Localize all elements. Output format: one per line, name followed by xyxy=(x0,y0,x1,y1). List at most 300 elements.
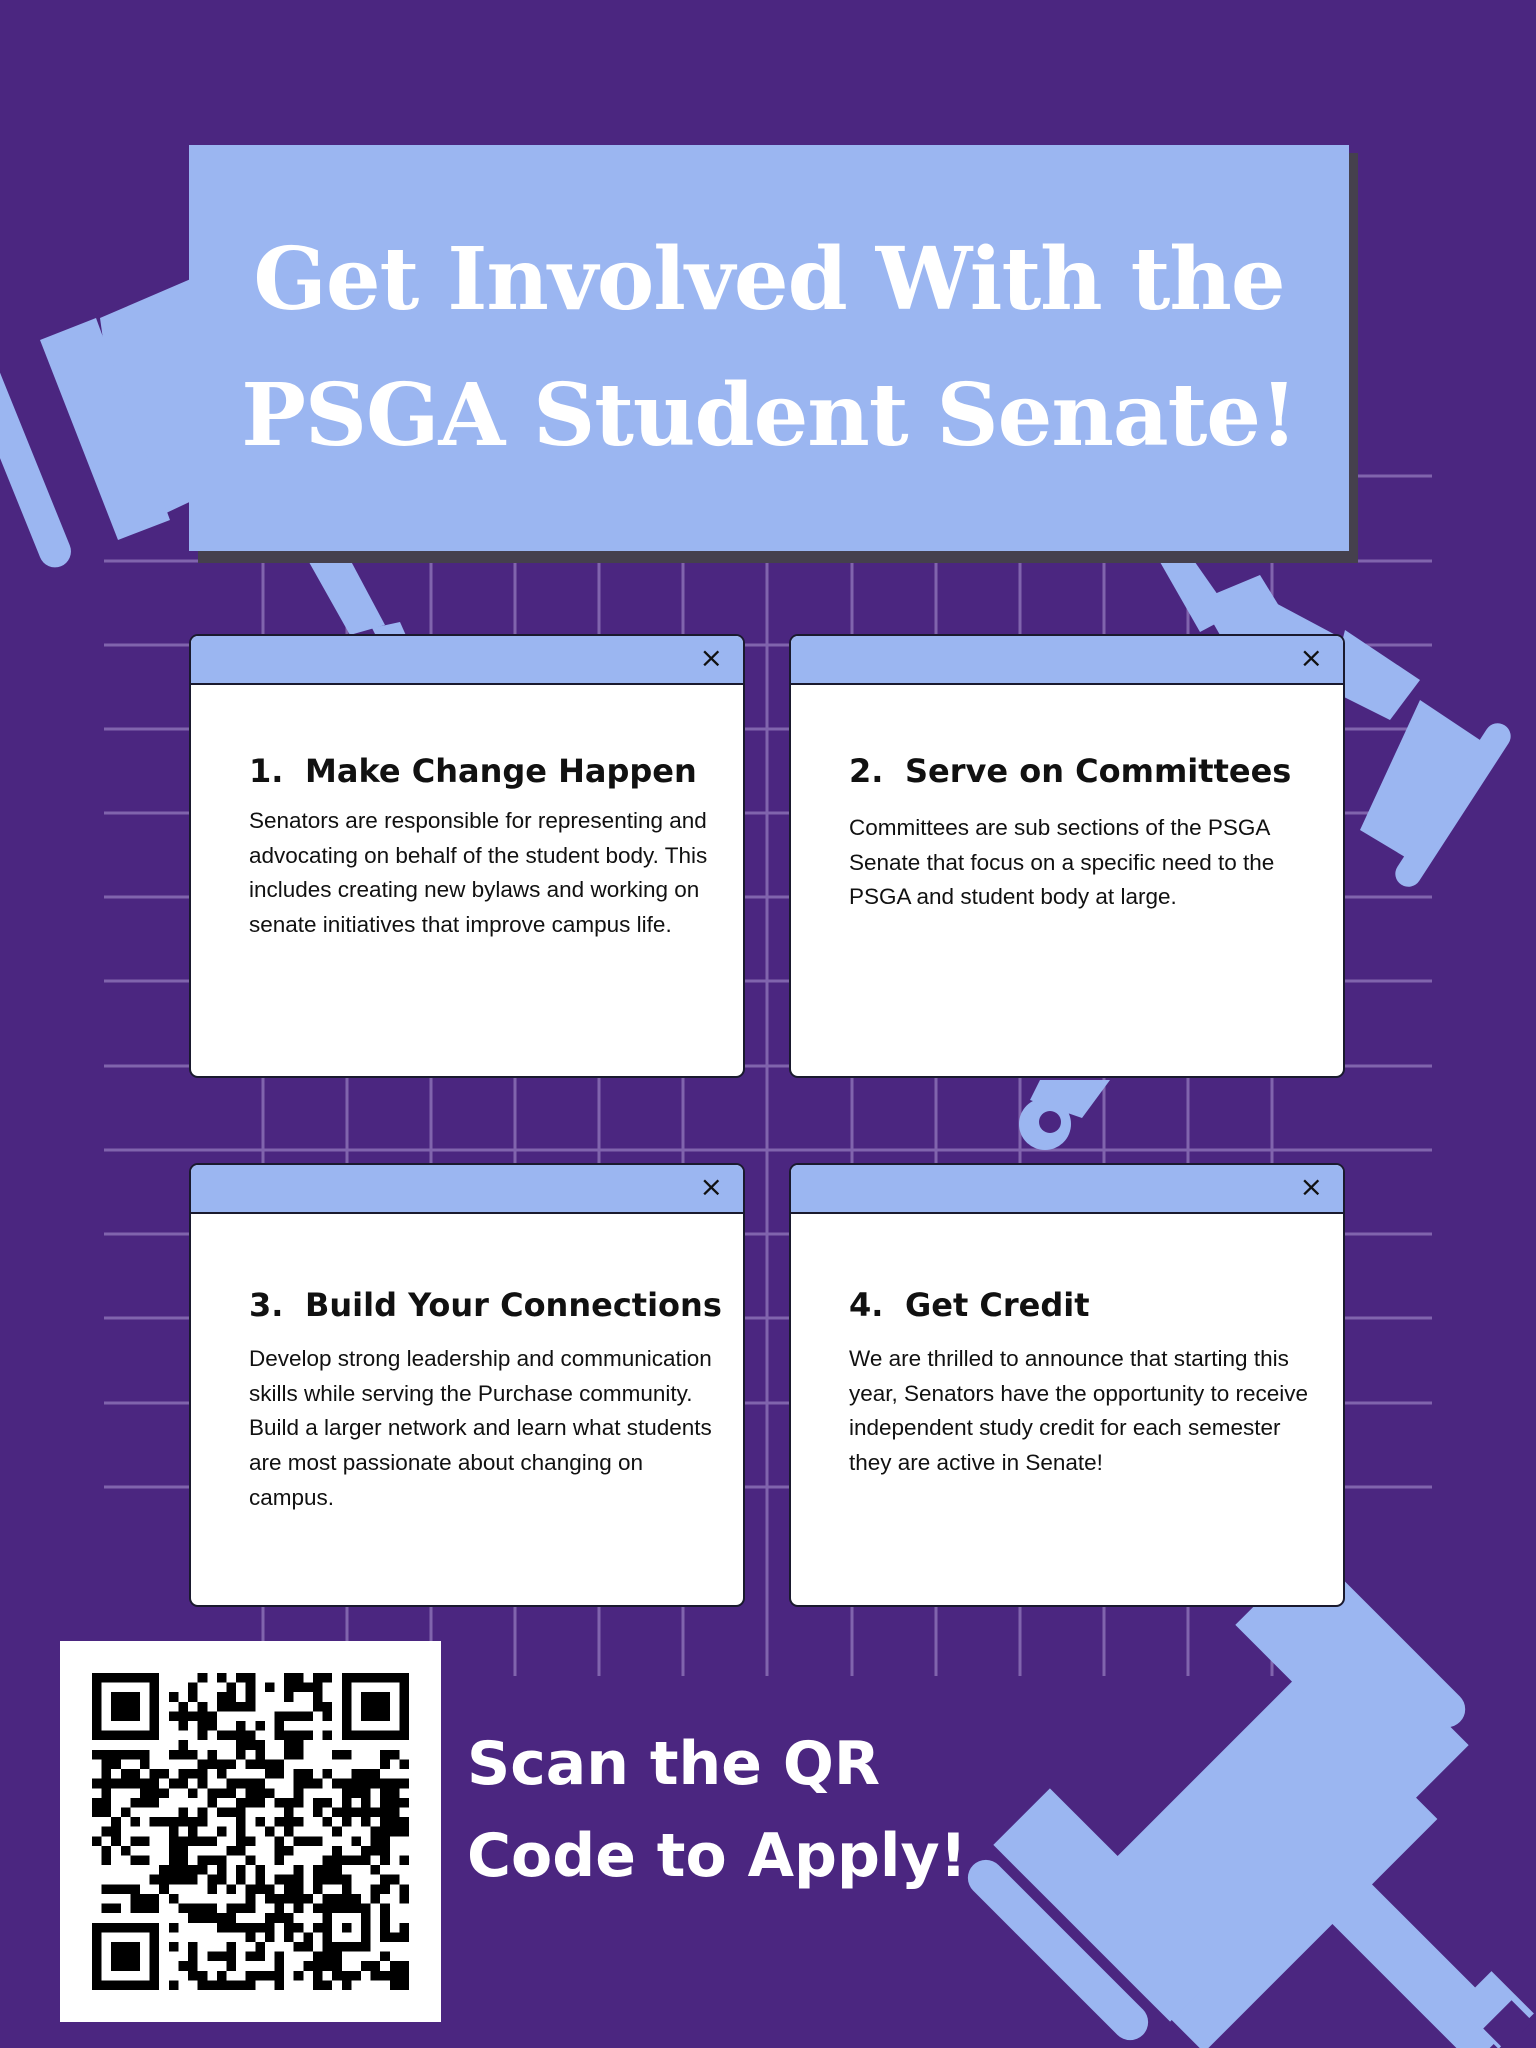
qr-module xyxy=(226,1923,236,1933)
qr-module xyxy=(217,1807,227,1817)
qr-module xyxy=(380,1731,390,1741)
qr-module xyxy=(130,1980,140,1990)
qr-module xyxy=(111,1942,121,1952)
qr-module xyxy=(332,1952,342,1962)
qr-module xyxy=(217,1875,227,1885)
qr-module xyxy=(294,1836,304,1846)
card-body: Develop strong leadership and communication skills while serving the Purchase community. Build a larger network and learn what students are most passionate about changing on campus. xyxy=(249,1346,712,1510)
card-number: 1. xyxy=(249,752,284,790)
qr-module xyxy=(130,1923,140,1933)
qr-module xyxy=(361,1769,371,1779)
qr-module xyxy=(130,1779,140,1789)
qr-module xyxy=(92,1673,102,1683)
qr-module xyxy=(169,1711,179,1721)
qr-module xyxy=(217,1971,227,1981)
qr-module xyxy=(342,1856,352,1866)
qr-module xyxy=(303,1836,313,1846)
qr-module xyxy=(332,1971,342,1981)
qr-module xyxy=(92,1711,102,1721)
qr-module xyxy=(188,1711,198,1721)
qr-module xyxy=(255,1875,265,1885)
qr-module xyxy=(169,1942,179,1952)
qr-module xyxy=(371,1769,381,1779)
qr-module xyxy=(159,1817,169,1827)
qr-module xyxy=(178,1702,188,1712)
card-body: Senators are responsible for representing and advocating on behalf of the student body. This includes creating new bylaws and working on senate initiatives that improve campus life. xyxy=(249,808,708,938)
qr-module xyxy=(294,1779,304,1789)
qr-module xyxy=(188,1971,198,1981)
qr-module xyxy=(150,1798,160,1808)
qr-module xyxy=(207,1884,217,1894)
qr-module xyxy=(323,1904,333,1914)
qr-module xyxy=(313,1904,323,1914)
qr-module xyxy=(159,1884,169,1894)
qr-module xyxy=(207,1759,217,1769)
qr-module xyxy=(313,1807,323,1817)
qr-module xyxy=(140,1894,150,1904)
qr-module xyxy=(294,1673,304,1683)
qr-module xyxy=(130,1711,140,1721)
qr-module xyxy=(332,1942,342,1952)
qr-module xyxy=(178,1961,188,1971)
qr-module xyxy=(313,1836,323,1846)
qr-module xyxy=(150,1779,160,1789)
qr-module xyxy=(275,1894,285,1904)
qr-module xyxy=(207,1952,217,1962)
qr-module xyxy=(342,1798,352,1808)
qr-module xyxy=(275,1836,285,1846)
qr-module xyxy=(236,1923,246,1933)
qr-module xyxy=(246,1759,256,1769)
qr-module xyxy=(92,1779,102,1789)
qr-module xyxy=(130,1856,140,1866)
qr-module xyxy=(198,1721,208,1731)
qr-module xyxy=(150,1817,160,1827)
qr-module xyxy=(361,1692,371,1702)
card-title: Serve on Committees xyxy=(905,752,1292,790)
qr-module xyxy=(246,1952,256,1962)
qr-module xyxy=(294,1798,304,1808)
qr-module xyxy=(150,1952,160,1962)
close-icon[interactable]: × xyxy=(699,641,723,674)
qr-module xyxy=(255,1759,265,1769)
qr-module xyxy=(102,1923,112,1933)
close-icon[interactable]: × xyxy=(699,1170,723,1203)
qr-module xyxy=(390,1875,400,1885)
qr-module xyxy=(313,1952,323,1962)
qr-module xyxy=(236,1673,246,1683)
qr-module xyxy=(313,1692,323,1702)
qr-module xyxy=(130,1894,140,1904)
qr-module xyxy=(246,1702,256,1712)
qr-module xyxy=(255,1788,265,1798)
qr-module xyxy=(111,1779,121,1789)
qr-module xyxy=(313,1884,323,1894)
qr-module xyxy=(399,1817,409,1827)
qr-module xyxy=(236,1875,246,1885)
qr-module xyxy=(399,1692,409,1702)
qr-module xyxy=(380,1836,390,1846)
qr-module xyxy=(226,1884,236,1894)
qr-module xyxy=(246,1673,256,1683)
qr-module xyxy=(294,1788,304,1798)
qr-module xyxy=(217,1913,227,1923)
qr-module xyxy=(342,1884,352,1894)
qr-module xyxy=(284,1673,294,1683)
qr-module xyxy=(342,1779,352,1789)
qr-module xyxy=(361,1731,371,1741)
qr-module xyxy=(255,1750,265,1760)
qr-module xyxy=(169,1923,179,1933)
qr-module xyxy=(130,1942,140,1952)
qr-module xyxy=(313,1702,323,1712)
card-title: Build Your Connections xyxy=(305,1286,722,1324)
qr-module xyxy=(121,1769,131,1779)
qr-module xyxy=(371,1846,381,1856)
card-number: 2. xyxy=(849,752,884,790)
qr-module xyxy=(111,1702,121,1712)
qr-module xyxy=(178,1846,188,1856)
qr-module xyxy=(323,1865,333,1875)
qr-module xyxy=(399,1894,409,1904)
qr-module xyxy=(323,1894,333,1904)
qr-module xyxy=(207,1856,217,1866)
info-card xyxy=(189,634,745,1078)
qr-module xyxy=(284,1875,294,1885)
qr-module xyxy=(92,1923,102,1933)
qr-module xyxy=(351,1731,361,1741)
qr-module xyxy=(111,1673,121,1683)
qr-module xyxy=(371,1673,381,1683)
qr-module xyxy=(313,1875,323,1885)
qr-module xyxy=(342,1904,352,1914)
qr-module xyxy=(130,1952,140,1962)
qr-module xyxy=(380,1875,390,1885)
qr-module xyxy=(246,1932,256,1942)
qr-module xyxy=(121,1942,131,1952)
qr-module xyxy=(303,1683,313,1693)
qr-module xyxy=(332,1961,342,1971)
qr-module xyxy=(390,1673,400,1683)
qr-module xyxy=(198,1702,208,1712)
qr-module xyxy=(342,1875,352,1885)
qr-module xyxy=(380,1817,390,1827)
qr-module xyxy=(351,1769,361,1779)
qr-module xyxy=(92,1702,102,1712)
qr-module xyxy=(140,1980,150,1990)
qr-module xyxy=(140,1923,150,1933)
qr-module xyxy=(284,1711,294,1721)
qr-module xyxy=(217,1769,227,1779)
qr-module xyxy=(313,1980,323,1990)
qr-module xyxy=(140,1779,150,1789)
qr-module xyxy=(399,1721,409,1731)
qr-module xyxy=(140,1856,150,1866)
qr-module xyxy=(399,1884,409,1894)
qr-module xyxy=(332,1875,342,1885)
qr-module xyxy=(332,1904,342,1914)
qr-module xyxy=(111,1731,121,1741)
qr-module xyxy=(102,1798,112,1808)
qr-module xyxy=(246,1731,256,1741)
qr-module xyxy=(342,1711,352,1721)
qr-module xyxy=(294,1731,304,1741)
qr-module xyxy=(198,1971,208,1981)
close-icon[interactable]: × xyxy=(1299,1170,1323,1203)
qr-module xyxy=(313,1683,323,1693)
qr-module xyxy=(188,1788,198,1798)
qr-module xyxy=(178,1740,188,1750)
qr-module xyxy=(92,1971,102,1981)
qr-module xyxy=(188,1750,198,1760)
qr-module xyxy=(130,1702,140,1712)
qr-module xyxy=(111,1923,121,1933)
qr-module xyxy=(342,1721,352,1731)
qr-module xyxy=(226,1779,236,1789)
qr-module xyxy=(342,1923,352,1933)
qr-module xyxy=(380,1971,390,1981)
qr-module xyxy=(284,1807,294,1817)
qr-module xyxy=(284,1692,294,1702)
qr-module xyxy=(121,1846,131,1856)
qr-module xyxy=(399,1856,409,1866)
qr-module xyxy=(323,1875,333,1885)
qr-module xyxy=(342,1971,352,1981)
qr-module xyxy=(207,1788,217,1798)
qr-module xyxy=(169,1779,179,1789)
qr-module xyxy=(111,1750,121,1760)
qr-module xyxy=(188,1942,198,1952)
qr-module xyxy=(332,1750,342,1760)
qr-module xyxy=(111,1692,121,1702)
qr-module xyxy=(236,1980,246,1990)
card-title: Get Credit xyxy=(905,1286,1090,1324)
qr-module xyxy=(188,1904,198,1914)
qr-module xyxy=(92,1798,102,1808)
qr-module xyxy=(371,1702,381,1712)
qr-module xyxy=(246,1894,256,1904)
qr-module xyxy=(121,1952,131,1962)
qr-module xyxy=(92,1942,102,1952)
qr-module xyxy=(226,1759,236,1769)
qr-module xyxy=(188,1961,198,1971)
qr-module xyxy=(178,1769,188,1779)
qr-module xyxy=(399,1711,409,1721)
qr-module xyxy=(150,1875,160,1885)
qr-module xyxy=(323,1913,333,1923)
qr-module xyxy=(361,1923,371,1933)
qr-module xyxy=(390,1750,400,1760)
qr-module xyxy=(150,1788,160,1798)
qr-module xyxy=(207,1836,217,1846)
qr-module xyxy=(265,1788,275,1798)
qr-module xyxy=(380,1673,390,1683)
info-card xyxy=(789,1163,1345,1607)
qr-module xyxy=(275,1711,285,1721)
qr-module xyxy=(390,1807,400,1817)
qr-module xyxy=(246,1980,256,1990)
qr-module xyxy=(121,1702,131,1712)
qr-module xyxy=(92,1952,102,1962)
qr-module xyxy=(102,1904,112,1914)
qr-module xyxy=(159,1788,169,1798)
qr-module xyxy=(207,1798,217,1808)
cta-line-1: Scan the QR xyxy=(467,1729,881,1799)
qr-module xyxy=(111,1759,121,1769)
qr-module xyxy=(169,1980,179,1990)
qr-module xyxy=(92,1836,102,1846)
qr-module xyxy=(92,1721,102,1731)
qr-module xyxy=(150,1961,160,1971)
qr-module xyxy=(121,1673,131,1683)
qr-module xyxy=(361,1846,371,1856)
qr-module xyxy=(217,1827,227,1837)
qr-module xyxy=(323,1952,333,1962)
qr-module xyxy=(178,1711,188,1721)
qr-module xyxy=(361,1904,371,1914)
qr-module xyxy=(284,1894,294,1904)
close-icon[interactable]: × xyxy=(1299,641,1323,674)
qr-module xyxy=(303,1961,313,1971)
qr-module xyxy=(342,1807,352,1817)
qr-module xyxy=(294,1750,304,1760)
qr-module xyxy=(275,1759,285,1769)
qr-module xyxy=(399,1980,409,1990)
card-titlebar xyxy=(191,636,743,685)
qr-module xyxy=(92,1683,102,1693)
qr-module xyxy=(371,1827,381,1837)
qr-module xyxy=(371,1807,381,1817)
qr-module xyxy=(313,1798,323,1808)
qr-module xyxy=(265,1827,275,1837)
qr-module xyxy=(188,1913,198,1923)
qr-module xyxy=(188,1952,198,1962)
qr-module xyxy=(399,1683,409,1693)
qr-module xyxy=(323,1711,333,1721)
qr-module xyxy=(236,1817,246,1827)
qr-module xyxy=(236,1779,246,1789)
qr-module xyxy=(371,1894,381,1904)
qr-module xyxy=(294,1711,304,1721)
qr-module xyxy=(102,1788,112,1798)
qr-module xyxy=(275,1817,285,1827)
qr-module xyxy=(342,1673,352,1683)
qr-module xyxy=(169,1827,179,1837)
qr-module xyxy=(92,1980,102,1990)
qr-module xyxy=(178,1721,188,1731)
qr-module xyxy=(323,1798,333,1808)
qr-module xyxy=(150,1683,160,1693)
qr-module xyxy=(380,1846,390,1856)
qr-module xyxy=(390,1798,400,1808)
qr-module xyxy=(92,1750,102,1760)
qr-module xyxy=(198,1865,208,1875)
qr-module xyxy=(380,1904,390,1914)
qr-module xyxy=(246,1798,256,1808)
qr-module xyxy=(111,1904,121,1914)
qr-module xyxy=(92,1731,102,1741)
qr-module xyxy=(169,1875,179,1885)
qr-module xyxy=(342,1731,352,1741)
qr-module xyxy=(198,1769,208,1779)
card-titlebar xyxy=(791,1165,1343,1214)
qr-module xyxy=(294,1971,304,1981)
qr-module xyxy=(226,1942,236,1952)
qr-module xyxy=(140,1673,150,1683)
qr-module xyxy=(371,1884,381,1894)
qr-module xyxy=(313,1961,323,1971)
qr-module xyxy=(380,1952,390,1962)
qr-module xyxy=(140,1904,150,1914)
qr-module xyxy=(236,1740,246,1750)
card-titlebar xyxy=(791,636,1343,685)
qr-module xyxy=(169,1750,179,1760)
qr-module xyxy=(226,1731,236,1741)
qr-module xyxy=(150,1980,160,1990)
card-body: We are thrilled to announce that starting this year, Senators have the opportunity to receive independent study credit for each semester they are active in Senate! xyxy=(849,1346,1309,1476)
qr-module xyxy=(102,1759,112,1769)
qr-module xyxy=(294,1923,304,1933)
qr-module xyxy=(217,1731,227,1741)
qr-module xyxy=(236,1807,246,1817)
qr-module xyxy=(380,1798,390,1808)
card-heading xyxy=(249,1286,722,1324)
qr-module xyxy=(380,1702,390,1712)
qr-module xyxy=(380,1932,390,1942)
qr-module xyxy=(342,1702,352,1712)
qr-module xyxy=(255,1865,265,1875)
qr-module xyxy=(255,1779,265,1789)
qr-module xyxy=(217,1923,227,1933)
qr-module xyxy=(121,1807,131,1817)
qr-module xyxy=(236,1798,246,1808)
qr-module xyxy=(246,1836,256,1846)
qr-module xyxy=(102,1980,112,1990)
qr-module xyxy=(207,1711,217,1721)
qr-module xyxy=(303,1779,313,1789)
qr-module xyxy=(332,1807,342,1817)
qr-module xyxy=(130,1836,140,1846)
qr-module xyxy=(284,1913,294,1923)
qr-code[interactable] xyxy=(60,1641,441,2022)
qr-module xyxy=(178,1875,188,1885)
qr-module xyxy=(130,1692,140,1702)
qr-module xyxy=(226,1913,236,1923)
qr-module xyxy=(198,1711,208,1721)
qr-module xyxy=(198,1913,208,1923)
qr-module xyxy=(284,1740,294,1750)
qr-module xyxy=(246,1692,256,1702)
qr-module xyxy=(178,1750,188,1760)
qr-module xyxy=(217,1702,227,1712)
qr-module xyxy=(169,1856,179,1866)
qr-module xyxy=(351,1971,361,1981)
qr-module xyxy=(150,1894,160,1904)
qr-module xyxy=(246,1884,256,1894)
qr-module xyxy=(226,1683,236,1693)
qr-module xyxy=(121,1692,131,1702)
qr-module xyxy=(294,1875,304,1885)
qr-module xyxy=(313,1865,323,1875)
qr-module xyxy=(140,1750,150,1760)
qr-module xyxy=(399,1971,409,1981)
qr-module xyxy=(399,1932,409,1942)
qr-module xyxy=(342,1817,352,1827)
qr-module xyxy=(226,1904,236,1914)
qr-module xyxy=(150,1923,160,1933)
qr-module xyxy=(284,1817,294,1827)
qr-module xyxy=(275,1913,285,1923)
